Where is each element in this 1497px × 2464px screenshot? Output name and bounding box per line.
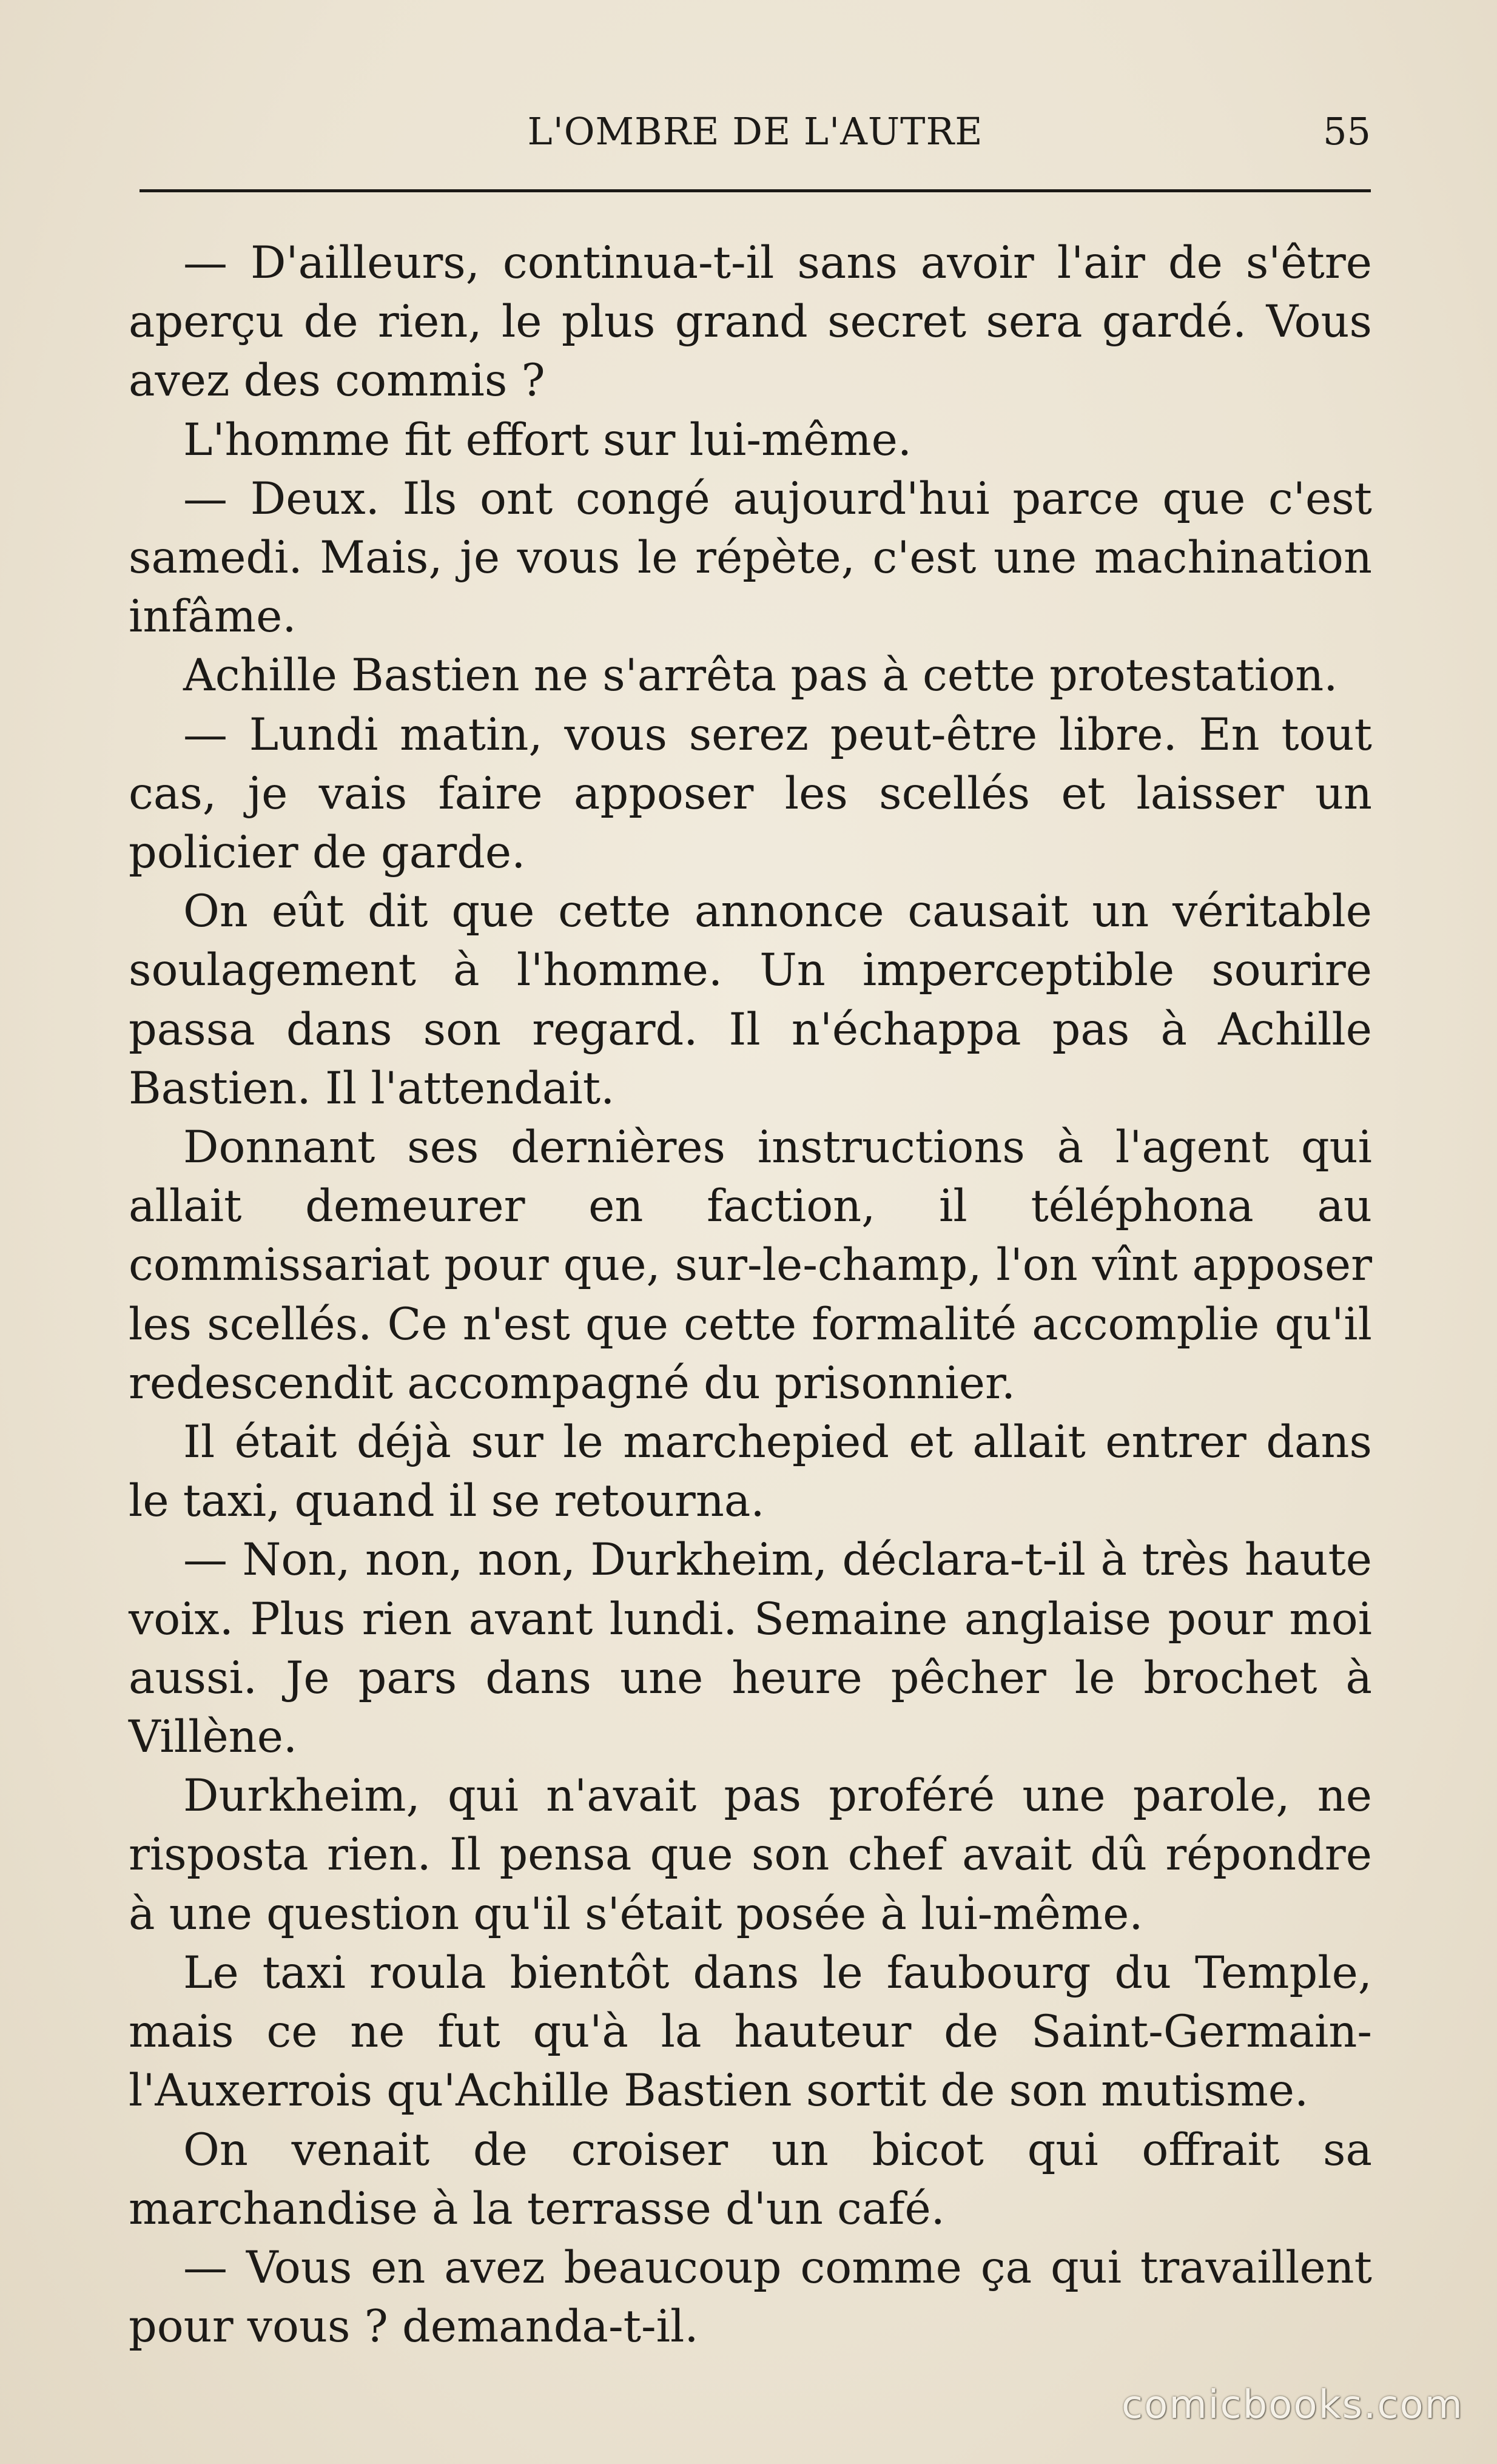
paragraph: Durkheim, qui n'avait pas proféré une parole, ne risposta rien. Il pensa que son chef avait dû répondre à une question qu'il s'était posée à lui-même. (129, 1770, 1372, 1940)
body-text (129, 234, 1372, 2356)
running-head (140, 109, 1371, 164)
paragraph: Il était déjà sur le marchepied et allait entrer dans le taxi, quand il se retourna. (129, 1416, 1372, 1527)
paragraph: — Lundi matin, vous serez peut-être libre. En tout cas, je vais faire apposer les scellés et laisser un policier de garde. (129, 709, 1372, 879)
paragraph: — D'ailleurs, continua-t-il sans avoir l'air de s'être aperçu de rien, le plus grand secret sera gardé. Vous avez des commis ? (129, 237, 1372, 407)
paragraph: L'homme fit effort sur lui-même. (183, 414, 912, 466)
page-number: 55 (1323, 109, 1371, 153)
watermark: comicbooks.com (1121, 2383, 1464, 2428)
paragraph: On venait de croiser un bicot qui offrait sa marchandise à la terrasse d'un café. (129, 2124, 1372, 2235)
running-title: L'OMBRE DE L'AUTRE (527, 109, 983, 153)
paragraph: — Deux. Ils ont congé aujourd'hui parce que c'est samedi. Mais, je vous le répète, c'est une machination infâme. (129, 473, 1372, 643)
paragraph: Achille Bastien ne s'arrêta pas à cette protestation. (183, 650, 1338, 702)
header-rule (140, 189, 1371, 192)
paragraph: On eût dit que cette annonce causait un véritable soulagement à l'homme. Un imperceptible sourire passa dans son regard. Il n'échappa pas à Achille Bastien. Il l'attendait. (129, 886, 1372, 1114)
paragraph: — Vous en avez beaucoup comme ça qui travaillent pour vous ? demanda-t-il. (129, 2241, 1372, 2353)
paragraph: — Non, non, non, Durkheim, déclara-t-il à très haute voix. Plus rien avant lundi. Semaine anglaise pour moi aussi. Je pars dans une heure pêcher le brochet à Villène. (129, 1534, 1372, 1763)
paragraph: Le taxi roula bientôt dans le faubourg du Temple, mais ce ne fut qu'à la hauteur de Saint-Germain-l'Auxerrois qu'Achille Bastien sortit de son mutisme. (129, 1947, 1372, 2117)
paragraph: Donnant ses dernières instructions à l'agent qui allait demeurer en faction, il téléphona au commissariat pour que, sur-le-champ, l'on vînt apposer les scellés. Ce n'est que cette formalité accomplie qu'il redescendit accompagné du prisonnier. (129, 1122, 1372, 1409)
